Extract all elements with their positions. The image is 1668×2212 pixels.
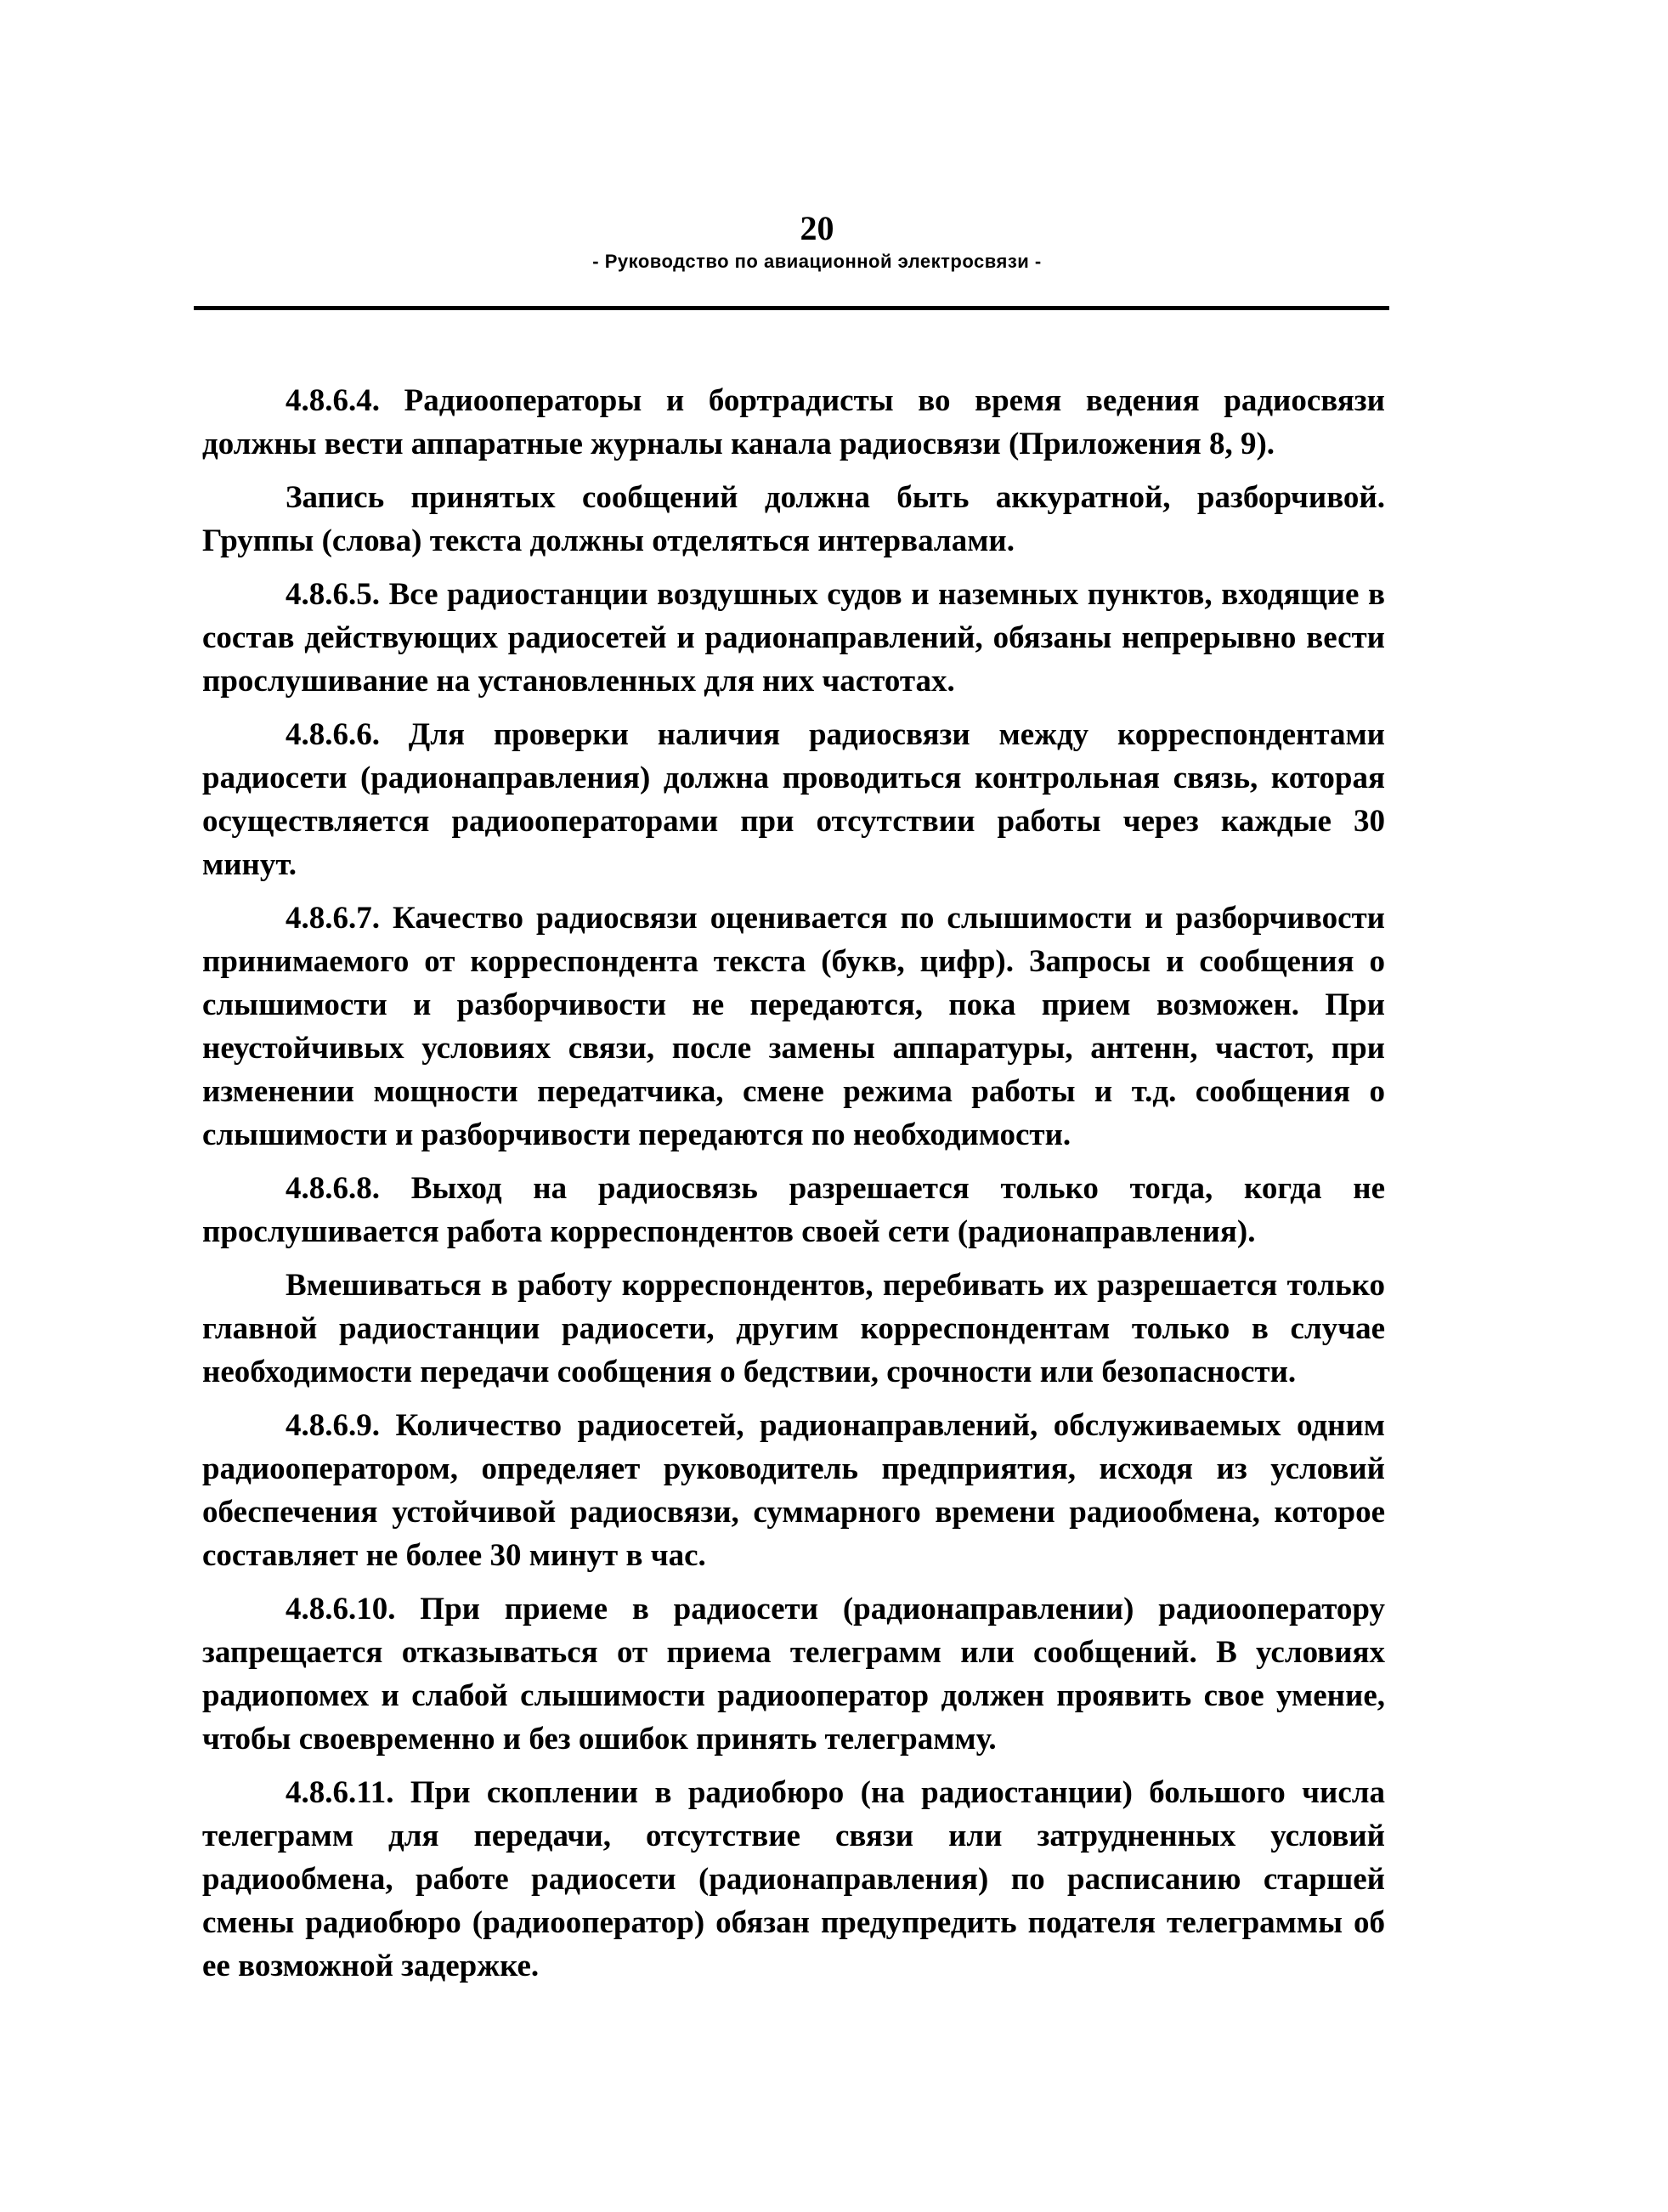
paragraph-record-messages: Запись принятых сообщений должна быть аккуратной, разборчивой. Группы (слова) текста должны отделяться интервалами. <box>202 480 1385 558</box>
paragraph-4-8-6-6: 4.8.6.6. Для проверки наличия радиосвязи между корреспондентами радиосети (радионаправления) должна проводиться контрольная связь, которая осуществляется радиооператорами при отсутствии работы через каждые 30 минут. <box>202 717 1385 882</box>
header-rule <box>194 306 1389 310</box>
page-header <box>0 208 1668 274</box>
paragraph-4-8-6-11: 4.8.6.11. При скоплении в радиобюро (на радиостанции) большого числа телеграмм для передачи, отсутствие связи или затрудненных условий радиообмена, работе радиосети (радионаправления) по расписанию старшей смены радиобюро (радиооператор) обязан предупредить подателя телеграммы об ее возможной задержке. <box>202 1775 1385 1983</box>
running-title: - Руководство по авиационной электросвязи - <box>592 251 1042 272</box>
page-number: 20 <box>800 209 834 247</box>
paragraph-4-8-6-5: 4.8.6.5. Все радиостанции воздушных судов и наземных пунктов, входящие в состав действующих радиосетей и радионаправлений, обязаны непрерывно вести прослушивание на установленных для них частотах. <box>202 577 1385 699</box>
paragraph-4-8-6-10: 4.8.6.10. При приеме в радиосети (радионаправлении) радиооператору запрещается отказываться от приема телеграмм или сообщений. В условиях радиопомех и слабой слышимости радиооператор должен проявить свое умение, чтобы своевременно и без ошибок принять телеграмму. <box>202 1592 1385 1757</box>
paragraph-4-8-6-7: 4.8.6.7. Качество радиосвязи оценивается по слышимости и разборчивости принимаемого от корреспондента текста (букв, цифр). Запросы и сообщения о слышимости и разборчивости не передаются, пока прием возможен. При неустойчивых условиях связи, после замены аппаратуры, антенн, частот, при изменении мощности передатчика, смене режима работы и т.д. сообщения о слышимости и разборчивости передаются по необходимости. <box>202 901 1385 1152</box>
paragraph-4-8-6-8: 4.8.6.8. Выход на радиосвязь разрешается только тогда, когда не прослушивается работа корреспондентов своей сети (радионаправления). <box>202 1171 1385 1249</box>
paragraph-4-8-6-4: 4.8.6.4. Радиооператоры и бортрадисты во время ведения радиосвязи должны вести аппаратные журналы канала радиосвязи (Приложения 8, 9). <box>202 383 1385 461</box>
document-body <box>202 379 1385 1998</box>
paragraph-interference: Вмешиваться в работу корреспондентов, перебивать их разрешается только главной радиостанции радиосети, другим корреспондентам только в случае необходимости передачи сообщения о бедствии, срочности или безопасности. <box>202 1268 1385 1389</box>
paragraph-4-8-6-9: 4.8.6.9. Количество радиосетей, радионаправлений, обслуживаемых одним радиооператором, определяет руководитель предприятия, исходя из условий обеспечения устойчивой радиосвязи, суммарного времени радиообмена, которое составляет не более 30 минут в час. <box>202 1408 1385 1573</box>
